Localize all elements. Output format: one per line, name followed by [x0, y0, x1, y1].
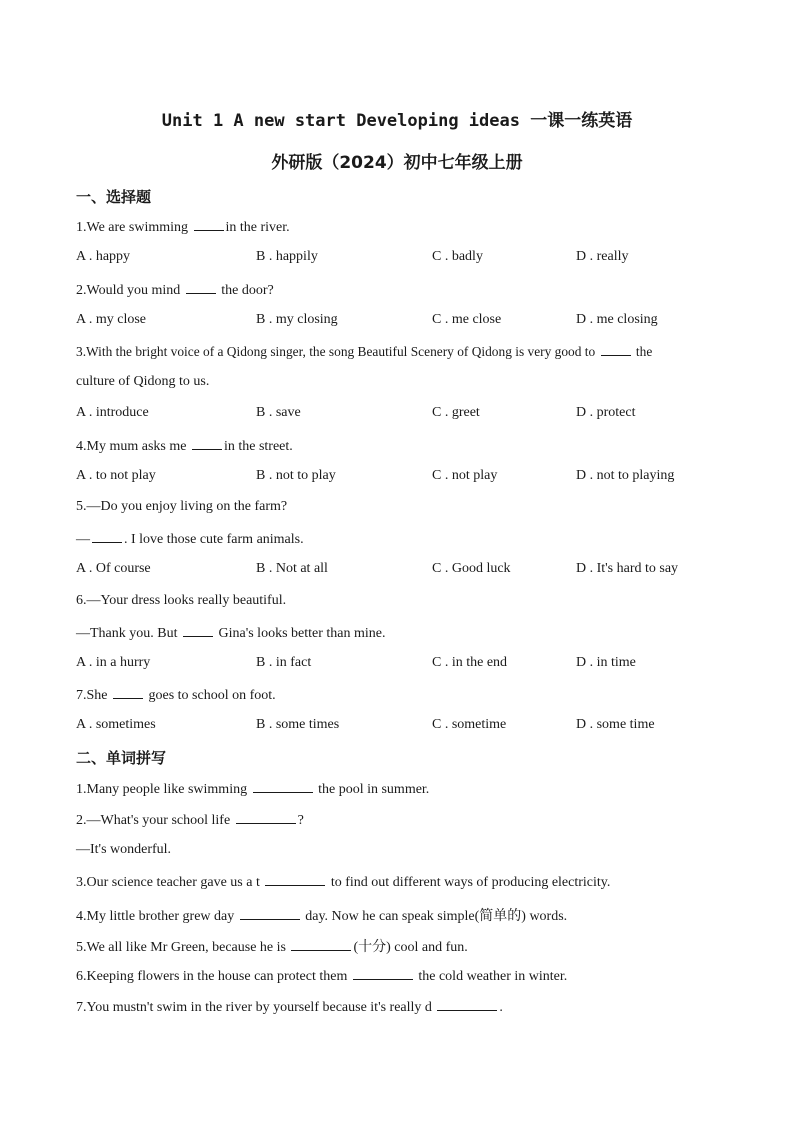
question-text: 5.—Do you enjoy living on the farm?: [76, 499, 288, 514]
answer-blank: [353, 967, 413, 980]
question-text: 7.She goes to school on foot.: [76, 688, 276, 703]
answer-blank: [265, 873, 325, 886]
question-text: 1.We are swimming in the river.: [76, 220, 290, 235]
answer-blank: [437, 998, 497, 1011]
option-a: A . to not play: [76, 468, 156, 483]
spelling-question: 2.—What's your school life ?: [76, 813, 304, 828]
option-c: C . badly: [432, 249, 483, 264]
option-b: B . my closing: [256, 312, 338, 327]
answer-blank: [113, 686, 143, 699]
option-c: C . in the end: [432, 655, 508, 670]
option-c: C . me close: [432, 312, 502, 327]
question-text: 2.Would you mind the door?: [76, 283, 274, 298]
answer-blank: [240, 907, 300, 920]
option-b: B . some times: [256, 717, 340, 732]
section-heading-spelling: 二、单词拼写: [76, 749, 167, 767]
option-a: A . my close: [76, 312, 146, 327]
document-title: Unit 1 A new start Developing ideas 一课一练英语: [161, 111, 633, 131]
spelling-question: 1.Many people like swimming the pool in summer.: [76, 782, 430, 797]
option-a: A . in a hurry: [76, 655, 151, 670]
option-d: D . not to playing: [576, 468, 675, 483]
option-c: C . not play: [432, 468, 498, 483]
answer-blank: [183, 624, 213, 637]
option-d: D . It's hard to say: [576, 561, 679, 576]
spelling-question: 7.You mustn't swim in the river by yourself because it's really d .: [76, 1000, 503, 1015]
option-d: D . really: [576, 249, 629, 264]
option-a: A . happy: [76, 249, 131, 264]
section-heading-choice: 一、选择题: [76, 188, 152, 206]
answer-blank: [291, 938, 351, 951]
document-subtitle: 外研版（2024）初中七年级上册: [271, 153, 523, 173]
question-text-continued: — . I love those cute farm animals.: [76, 532, 304, 547]
question-text: 3.With the bright voice of a Qidong singer, the song Beautiful Scenery of Qidong is very good to the: [76, 344, 653, 359]
spelling-question: 4.My little brother grew day day. Now he can speak simple(简单的) words.: [76, 909, 568, 924]
spelling-question: 6.Keeping flowers in the house can protect them the cold weather in winter.: [76, 969, 568, 984]
answer-blank: [92, 530, 122, 543]
answer-blank: [601, 343, 631, 356]
answer-blank: [236, 811, 296, 824]
answer-blank: [253, 780, 313, 793]
spelling-question-continued: —It's wonderful.: [76, 842, 172, 857]
option-a: A . Of course: [76, 561, 151, 576]
option-d: D . protect: [576, 405, 636, 420]
answer-blank: [192, 437, 222, 450]
spelling-question: 5.We all like Mr Green, because he is (十分) cool and fun.: [76, 940, 468, 955]
option-c: C . sometime: [432, 717, 507, 732]
option-a: A . introduce: [76, 405, 149, 420]
option-b: B . in fact: [256, 655, 312, 670]
option-b: B . save: [256, 405, 301, 420]
option-d: D . me closing: [576, 312, 658, 327]
question-text: 6.—Your dress looks really beautiful.: [76, 593, 287, 608]
option-d: D . in time: [576, 655, 636, 670]
question-text-continued: culture of Qidong to us.: [76, 374, 210, 389]
spelling-question: 3.Our science teacher gave us a t to find out different ways of producing electricity.: [76, 875, 611, 890]
question-text-continued: —Thank you. But Gina's looks better than mine.: [76, 626, 386, 641]
option-d: D . some time: [576, 717, 655, 732]
option-c: C . Good luck: [432, 561, 511, 576]
option-b: B . happily: [256, 249, 318, 264]
option-c: C . greet: [432, 405, 480, 420]
option-a: A . sometimes: [76, 717, 156, 732]
option-b: B . not to play: [256, 468, 336, 483]
answer-blank: [186, 281, 216, 294]
question-text: 4.My mum asks me in the street.: [76, 439, 293, 454]
option-b: B . Not at all: [256, 561, 328, 576]
answer-blank: [194, 218, 224, 231]
